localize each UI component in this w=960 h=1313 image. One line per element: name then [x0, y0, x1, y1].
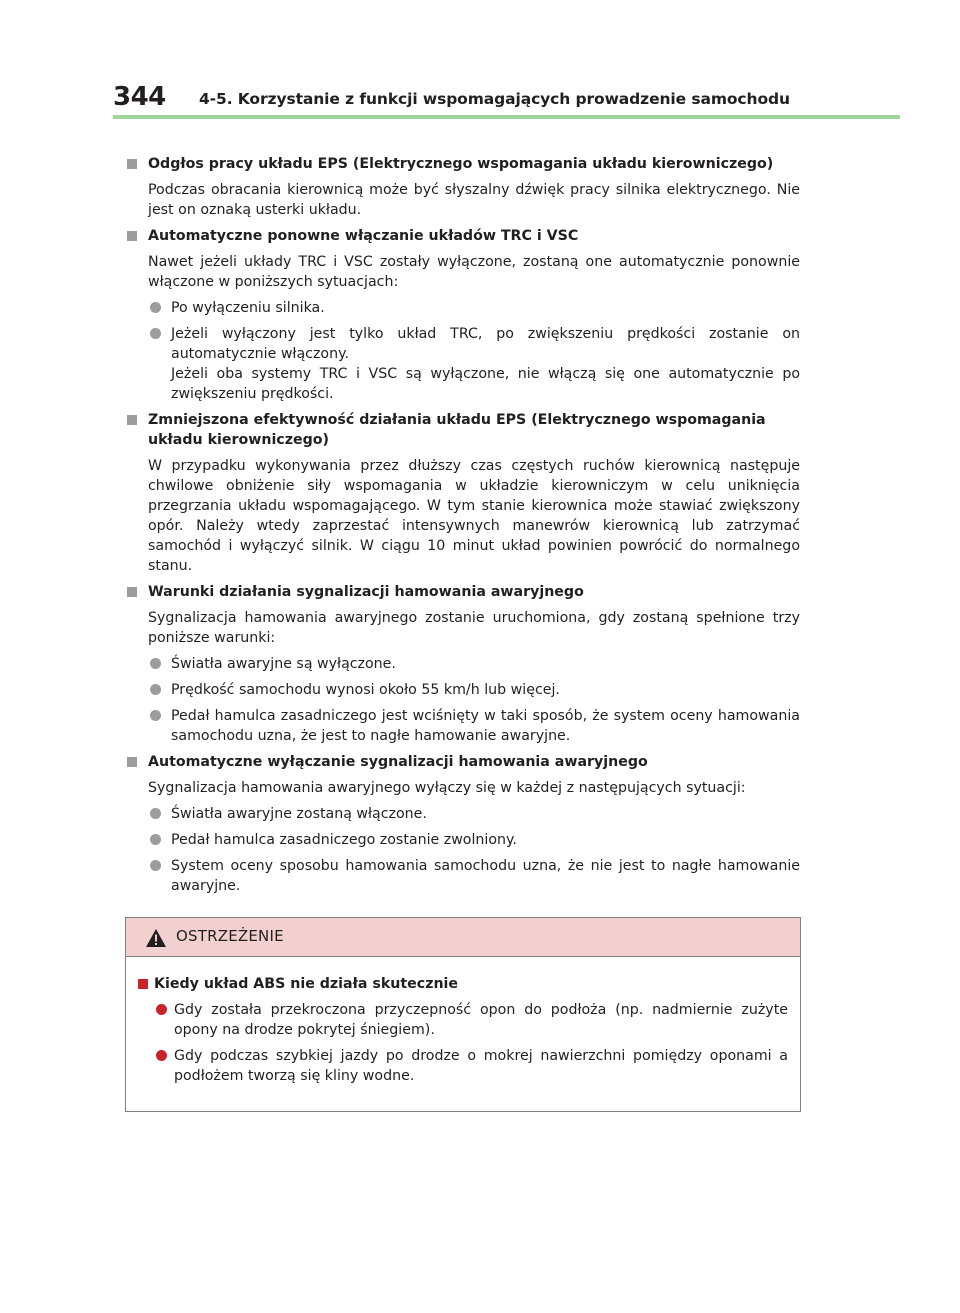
- section-heading: Odgłos pracy układu EPS (Elektrycznego wspomagania układu kierowniczego): [127, 154, 800, 174]
- list-item: Gdy została przekroczona przyczepność opon do podłoża (np. nadmiernie zużyte opony na drodze pokrytej śniegiem).: [138, 1000, 788, 1040]
- circle-bullet-icon: [150, 328, 161, 339]
- square-bullet-icon: [127, 159, 137, 169]
- section-heading: Zmniejszona efektywność działania układu EPS (Elektrycznego wspomagania układu kierowniczego): [127, 410, 800, 450]
- bullet-note: Jeżeli oba systemy TRC i VSC są wyłączone, nie włączą się one automatycznie po zwiększeniu prędkości.: [171, 366, 800, 402]
- section-heading: Automatyczne ponowne włączanie układów TRC i VSC: [127, 226, 800, 246]
- section-text: Podczas obracania kierownicą może być słyszalny dźwięk pracy silnika elektrycznego. Nie jest on oznaką usterki układu.: [148, 182, 800, 218]
- section-text: Nawet jeżeli układy TRC i VSC zostały wyłączone, zostaną one automatycznie ponownie włączone w poniższych sytuacjach:: [148, 254, 800, 290]
- square-bullet-icon: [127, 757, 137, 767]
- square-bullet-icon: [127, 587, 137, 597]
- chapter-title: 4-5. Korzystanie z funkcji wspomagających prowadzenie samochodu: [199, 90, 790, 108]
- list-item: System oceny sposobu hamowania samochodu uzna, że nie jest to nagłe hamowanie awaryjne.: [127, 856, 800, 896]
- square-bullet-icon: [127, 231, 137, 241]
- warning-box: [125, 917, 801, 1112]
- list-item: Światła awaryjne są wyłączone.: [127, 654, 800, 674]
- circle-bullet-icon: [150, 658, 161, 669]
- circle-bullet-icon: [150, 860, 161, 871]
- header-divider: [113, 115, 900, 119]
- warning-triangle-icon: [145, 928, 167, 948]
- square-bullet-icon: [138, 979, 148, 989]
- circle-bullet-icon: [156, 1050, 167, 1061]
- square-bullet-icon: [127, 415, 137, 425]
- circle-bullet-icon: [150, 710, 161, 721]
- list-item: Pedał hamulca zasadniczego jest wciśnięty w taki sposób, że system oceny hamowania samochodu uzna, że jest to nagłe hamowanie awaryjne.: [127, 706, 800, 746]
- circle-bullet-icon: [156, 1004, 167, 1015]
- circle-bullet-icon: [150, 302, 161, 313]
- list-item: Jeżeli wyłączony jest tylko układ TRC, po zwiększeniu prędkości zostanie on automatycznie włączony. Jeżeli oba systemy TRC i VSC są wyłączone, nie włączą się one automatycznie po zwiększeniu prędkości.: [127, 324, 800, 404]
- list-item: Światła awaryjne zostaną włączone.: [127, 804, 800, 824]
- list-item: Prędkość samochodu wynosi około 55 km/h lub więcej.: [127, 680, 800, 700]
- warning-title: OSTRZEŻENIE: [176, 927, 284, 945]
- section-emergency-signal-off: [127, 752, 800, 896]
- warning-heading: Kiedy układ ABS nie działa skutecznie: [138, 974, 788, 994]
- section-text: Sygnalizacja hamowania awaryjnego zostanie uruchomiona, gdy zostaną spełnione trzy poniższe warunki:: [148, 610, 800, 646]
- section-eps-sound: [127, 154, 800, 220]
- section-heading: Automatyczne wyłączanie sygnalizacji hamowania awaryjnego: [127, 752, 800, 772]
- list-item: Gdy podczas szybkiej jazdy po drodze o mokrej nawierzchni pomiędzy oponami a podłożem tworzą się kliny wodne.: [138, 1046, 788, 1086]
- main-content: [127, 154, 800, 902]
- section-trc-vsc: [127, 226, 800, 404]
- page-number: 344: [113, 82, 166, 112]
- circle-bullet-icon: [150, 684, 161, 695]
- list-item: Po wyłączeniu silnika.: [127, 298, 800, 318]
- circle-bullet-icon: [150, 834, 161, 845]
- section-text: Sygnalizacja hamowania awaryjnego wyłączy się w każdej z następujących sytuacji:: [148, 780, 746, 796]
- list-item: Pedał hamulca zasadniczego zostanie zwolniony.: [127, 830, 800, 850]
- page-header: [113, 80, 900, 120]
- warning-body: [138, 974, 788, 1092]
- warning-header: [126, 918, 800, 957]
- section-emergency-signal-conditions: [127, 582, 800, 746]
- section-eps-efficiency: [127, 410, 800, 576]
- circle-bullet-icon: [150, 808, 161, 819]
- section-text: W przypadku wykonywania przez dłuższy czas częstych ruchów kierownicą następuje chwilowe obniżenie siły wspomagania w układzie kierowniczym w celu uniknięcia przegrzania układu wspomagającego. W tym stanie kierownica może stawiać zwiększony opór. Należy wtedy zaprzestać intensywnych manewrów kierownicą lub zatrzymać samochód i wyłączyć silnik. W ciągu 10 minut układ powinien powrócić do normalnego stanu.: [148, 458, 800, 574]
- section-heading: Warunki działania sygnalizacji hamowania awaryjnego: [127, 582, 800, 602]
